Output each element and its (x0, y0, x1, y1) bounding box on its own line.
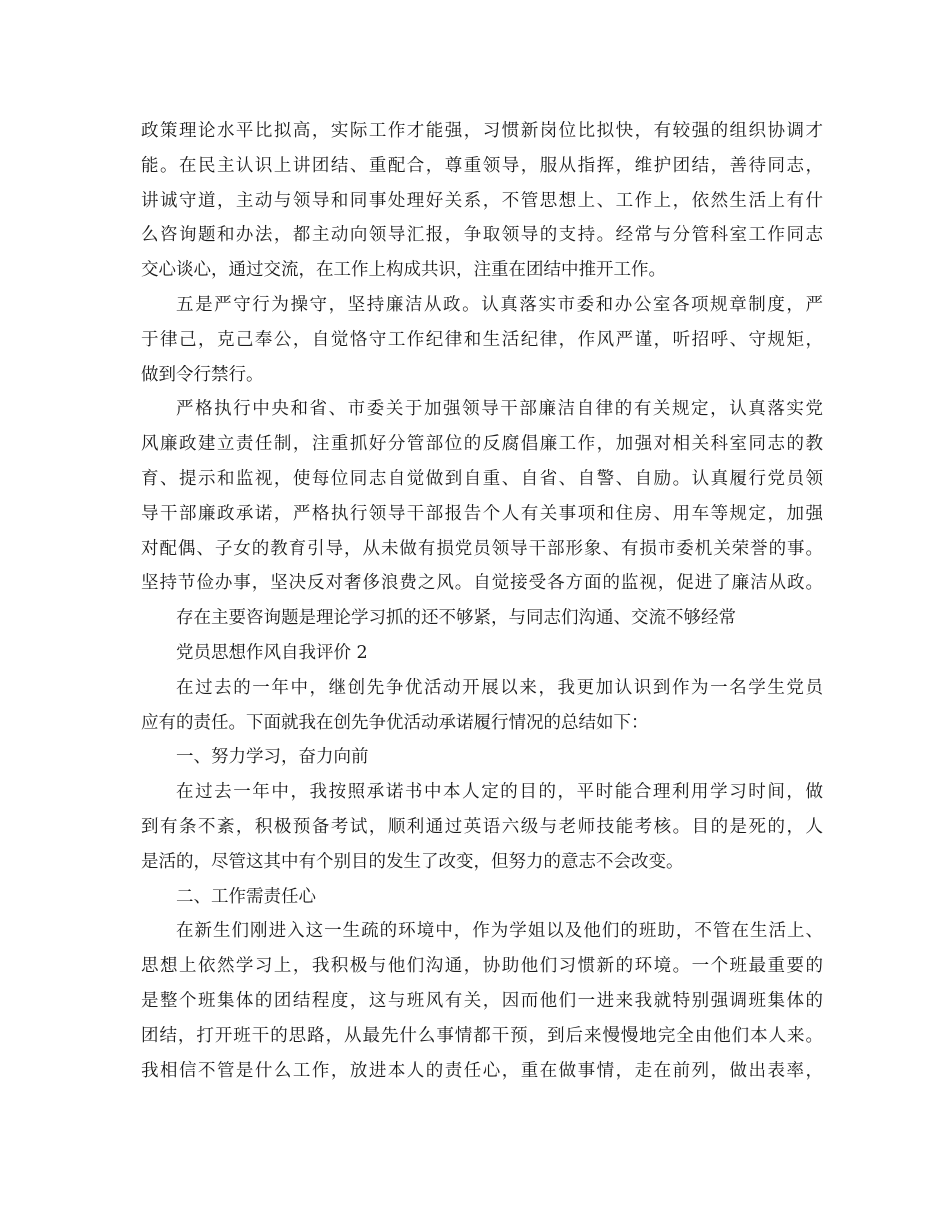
paragraph-line: 政策理论水平比拟高，实际工作才能强，习惯新岗位比拟快，有较强的组织协调才 (141, 121, 823, 141)
paragraph-line: 能。在民主认识上讲团结、重配合，尊重领导，服从指挥，维护团结，善待同志， (141, 155, 823, 176)
paragraph-line: 到有条不紊，积极预备考试，顺利通过英语六级与老师技能考核。目的是死的，人 (141, 816, 823, 837)
paragraph-line: 五是严守行为操守，坚持廉洁从政。认真落实市委和办公室各项规章制度，严 (176, 294, 823, 315)
paragraph-line: 交心谈心，通过交流，在工作上构成共识，注重在团结中推开工作。 (141, 260, 666, 281)
section-heading: 党员思想作风自我评价 2 (176, 642, 368, 663)
paragraph-line: 存在主要咨询题是理论学习抓的还不够紧，与同志们沟通、交流不够经常 (176, 608, 736, 629)
paragraph-line: 坚持节俭办事，坚决反对奢侈浪费之风。自觉接受各方面的监视，促进了廉洁从政。 (141, 573, 823, 594)
paragraph-line: 在过去一年中，我按照承诺书中本人定的目的，平时能合理利用学习时间，做 (176, 782, 823, 803)
paragraph-line: 于律己，克己奉公，自觉恪守工作纪律和生活纪律，作风严谨，听招呼、守规矩， (141, 329, 823, 350)
paragraph-line: 我相信不管是什么工作，放进本人的责任心，重在做事情，走在前列，做出表率， (141, 1060, 823, 1081)
paragraph-line: 在新生们刚进入这一生疏的环境中，作为学姐以及他们的班助，不管在生活上、 (176, 921, 823, 942)
paragraph-line: 是整个班集体的团结程度，这与班风有关，因而他们一进来我就特别强调班集体的 (141, 990, 823, 1011)
paragraph-line: 严格执行中央和省、市委关于加强领导干部廉洁自律的有关规定，认真落实党 (176, 399, 823, 420)
paragraph-line: 风廉政建立责任制，注重抓好分管部位的反腐倡廉工作，加强对相关科室同志的教 (141, 434, 823, 455)
paragraph-line: 在过去的一年中，继创先争优活动开展以来，我更加认识到作为一名学生党员 (176, 677, 823, 698)
paragraph-line: 育、提示和监视，使每位同志自觉做到自重、自省、自警、自励。认真履行党员领 (141, 468, 823, 489)
paragraph-line: 团结，打开班干的思路，从最先什么事情都干预，到后来慢慢地完全由他们本人来。 (141, 1025, 823, 1046)
paragraph-line: 对配偶、子女的教育引导，从未做有损党员领导干部形象、有损市委机关荣誉的事。 (141, 538, 823, 559)
section-heading: 二、工作需责任心 (176, 886, 316, 907)
paragraph-line: 讲诚守道，主动与领导和同事处理好关系，不管思想上、工作上，依然生活上有什 (141, 190, 823, 211)
paragraph-line: 应有的责任。下面就我在创先争优活动承诺履行情况的总结如下： (141, 712, 649, 733)
document-body (141, 114, 823, 1088)
paragraph-line: 是活的，尽管这其中有个别目的发生了改变，但努力的意志不会改变。 (141, 851, 684, 872)
paragraph-line: 做到令行禁行。 (141, 364, 264, 385)
paragraph-line: 么咨询题和办法，都主动向领导汇报，争取领导的支持。经常与分管科室工作同志 (141, 225, 823, 246)
section-heading: 一、努力学习，奋力向前 (176, 747, 369, 768)
paragraph-line: 导干部廉政承诺，严格执行领导干部报告个人有关事项和住房、用车等规定，加强 (141, 503, 823, 524)
paragraph-line: 思想上依然学习上，我积极与他们沟通，协助他们习惯新的环境。一个班最重要的 (141, 956, 823, 977)
